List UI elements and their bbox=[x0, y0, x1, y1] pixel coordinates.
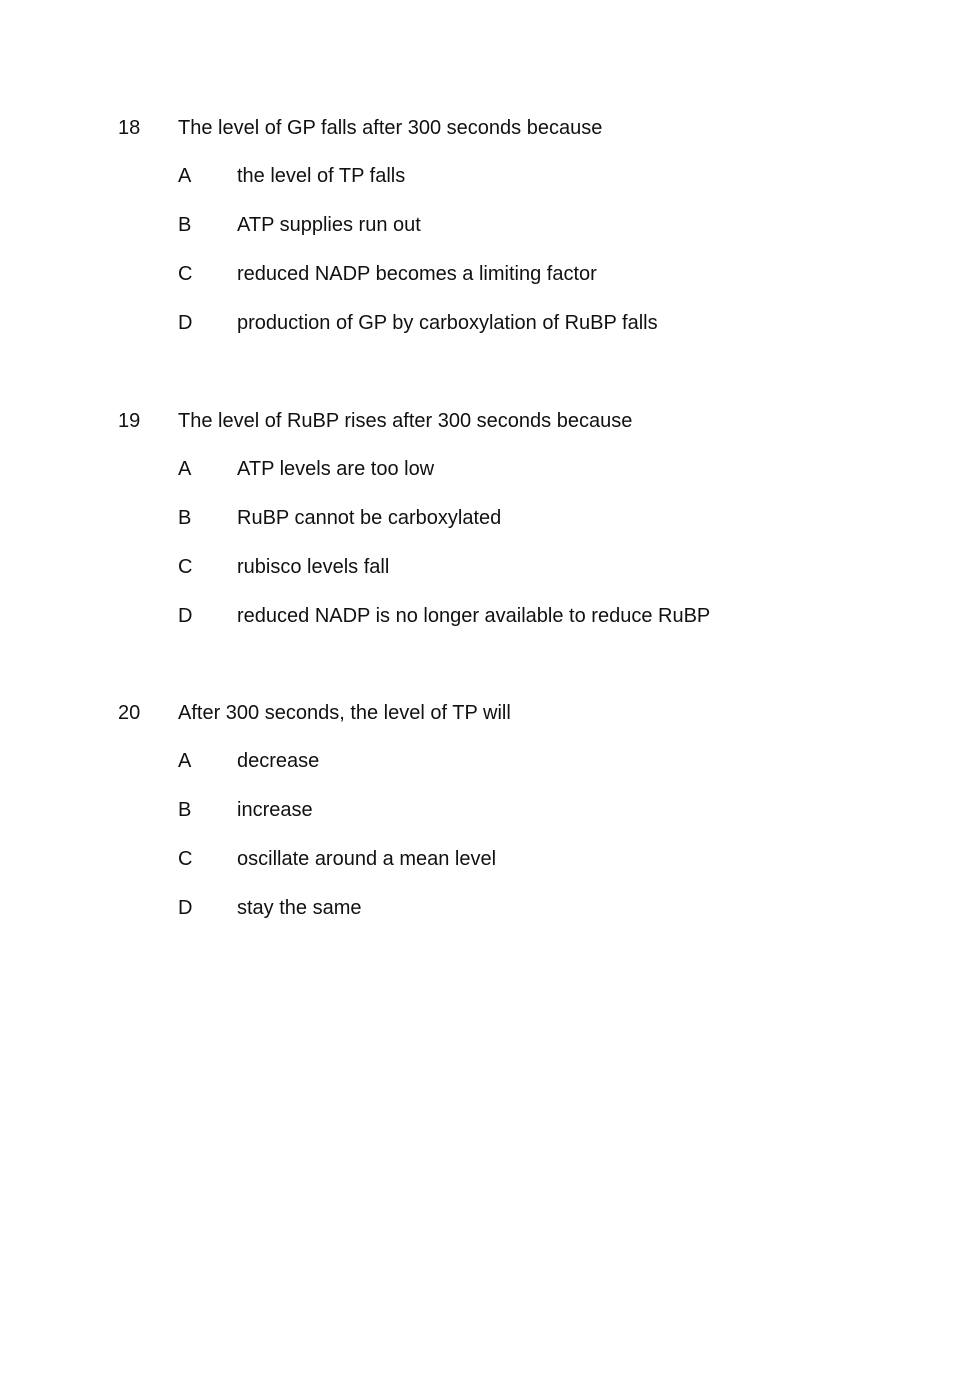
option-b bbox=[0, 507, 978, 556]
option-text: increase bbox=[237, 799, 313, 821]
option-letter: C bbox=[178, 556, 193, 578]
option-text: ATP supplies run out bbox=[237, 214, 421, 236]
option-d bbox=[0, 605, 978, 654]
question-number: 20 bbox=[118, 702, 141, 724]
option-d bbox=[0, 312, 978, 361]
option-c bbox=[0, 848, 978, 897]
option-text: the level of TP falls bbox=[237, 165, 406, 187]
question-header bbox=[0, 702, 978, 736]
question-header bbox=[0, 117, 978, 151]
option-letter: B bbox=[178, 799, 192, 821]
question-stem: After 300 seconds, the level of TP will bbox=[178, 702, 511, 724]
option-letter: D bbox=[178, 605, 193, 627]
option-letter: C bbox=[178, 848, 193, 870]
question-stem: The level of RuBP rises after 300 seconds because bbox=[178, 410, 633, 432]
option-letter: B bbox=[178, 214, 192, 236]
option-text: decrease bbox=[237, 750, 320, 772]
option-letter: D bbox=[178, 897, 193, 919]
option-letter: A bbox=[178, 458, 192, 480]
option-letter: B bbox=[178, 507, 192, 529]
question-19 bbox=[0, 410, 978, 654]
option-text: ATP levels are too low bbox=[237, 458, 435, 480]
option-d bbox=[0, 897, 978, 946]
option-c bbox=[0, 263, 978, 312]
answer-options bbox=[0, 165, 978, 361]
question-number: 19 bbox=[118, 410, 141, 432]
answer-options bbox=[0, 458, 978, 654]
option-a bbox=[0, 165, 978, 214]
option-b bbox=[0, 214, 978, 263]
option-text: reduced NADP is no longer available to reduce RuBP bbox=[237, 605, 711, 627]
question-header bbox=[0, 410, 978, 444]
option-text: RuBP cannot be carboxylated bbox=[237, 507, 502, 529]
option-b bbox=[0, 799, 978, 848]
question-18 bbox=[0, 117, 978, 361]
question-stem: The level of GP falls after 300 seconds because bbox=[178, 117, 603, 139]
option-text: rubisco levels fall bbox=[237, 556, 390, 578]
answer-options bbox=[0, 750, 978, 946]
option-text: oscillate around a mean level bbox=[237, 848, 497, 870]
option-text: production of GP by carboxylation of RuBP falls bbox=[237, 312, 658, 334]
question-20 bbox=[0, 702, 978, 946]
option-a bbox=[0, 458, 978, 507]
option-letter: C bbox=[178, 263, 193, 285]
option-a bbox=[0, 750, 978, 799]
option-letter: A bbox=[178, 750, 192, 772]
question-number: 18 bbox=[118, 117, 141, 139]
option-letter: D bbox=[178, 312, 193, 334]
option-c bbox=[0, 556, 978, 605]
option-text: stay the same bbox=[237, 897, 362, 919]
option-letter: A bbox=[178, 165, 192, 187]
option-text: reduced NADP becomes a limiting factor bbox=[237, 263, 597, 285]
